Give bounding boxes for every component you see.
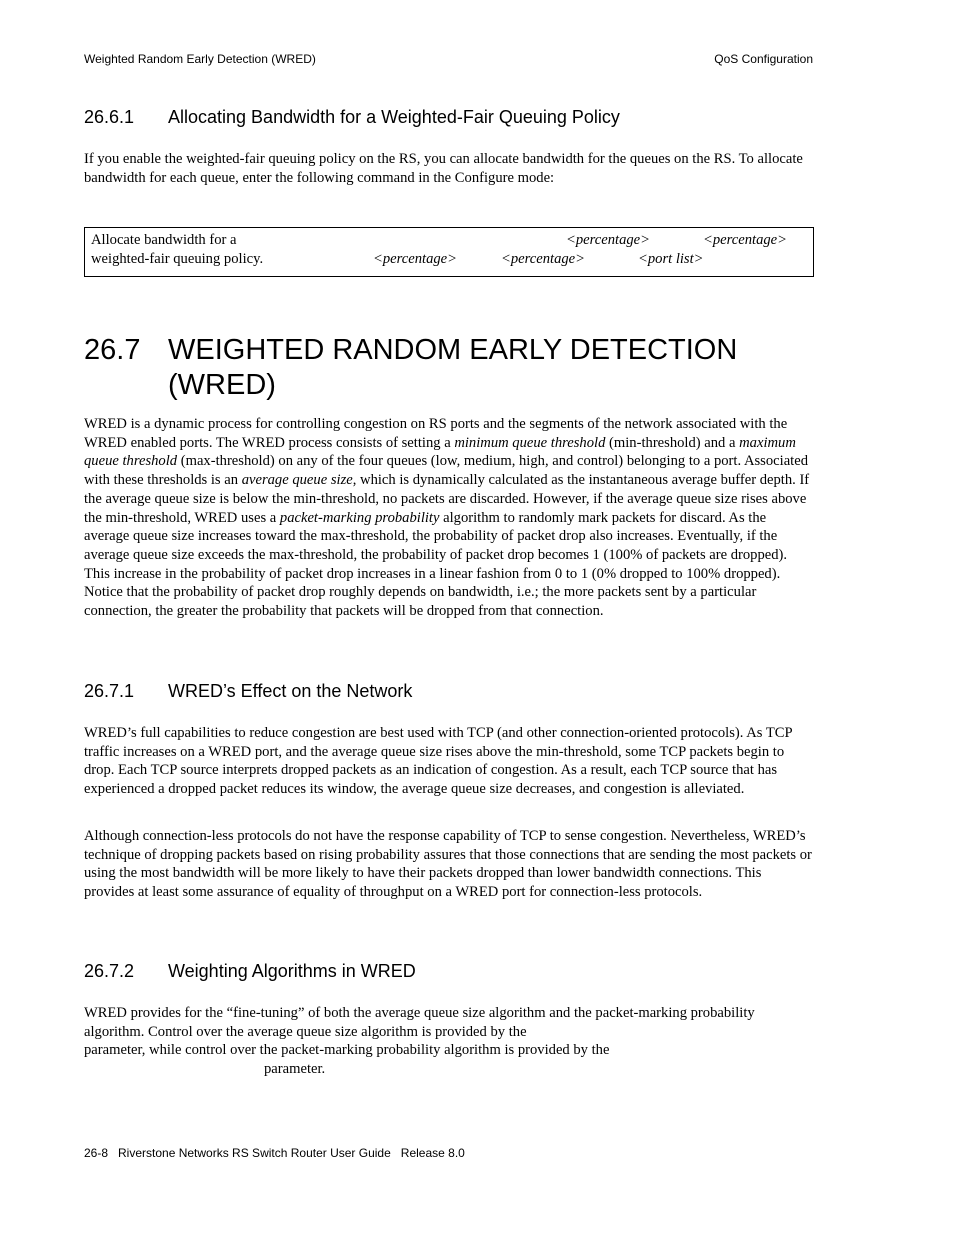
command-arg: <percentage> <box>501 251 585 267</box>
text-run: (max-threshold) on any of the four queues (low, medium, high, and control) belonging to a port. Associated with these thresholds is an <box>84 453 808 489</box>
command-arg: <percentage> <box>373 251 457 267</box>
command-description-line1: Allocate bandwidth for a <box>91 232 237 248</box>
chapter-section-heading-26-7 <box>84 333 737 403</box>
emphasis: average queue size <box>241 472 353 489</box>
paragraph-allocate-bandwidth: If you enable the weighted-fair queuing policy on the RS, you can allocate bandwidth for the queues on the RS. To allocate bandwidth for each queue, enter the following command in the Configure mode: <box>84 151 803 186</box>
section-number: 26.7.2 <box>84 961 135 981</box>
text-line: parameter, while control over the packet-marking probability algorithm is provided by the <box>84 1042 610 1059</box>
section-title-line1: WEIGHTED RANDOM EARLY DETECTION <box>168 334 738 366</box>
text-run: (min-threshold) and a <box>605 434 740 451</box>
running-header-left: Weighted Random Early Detection (WRED) <box>84 52 316 66</box>
command-arg: <percentage> <box>566 232 650 248</box>
section-title: Allocating Bandwidth for a Weighted-Fair Queuing Policy <box>168 107 620 127</box>
paragraph-wred-effect-tcp: WRED’s full capabilities to reduce congestion are best used with TCP (and other connection-oriented protocols). As TCP traffic increases on a WRED port, and the average queue size rises above the min-threshold, some TCP packets begin to drop. Each TCP source interprets dropped packets as an indication of congestion. As a result, each TCP source that has experienced a dropped packet reduces its window, the average queue size decreases, and congestion is alleviated. <box>84 725 793 798</box>
text-run: , which is dynamically calculated as the instantaneous average buffer depth. If the average queue size is below the min-threshold, no packets are discarded. However, if the average queue size rises above the min-threshold, WRED uses a <box>84 472 810 526</box>
page-footer: 26-8 Riverstone Networks RS Switch Router User Guide Release 8.0 <box>84 1146 465 1160</box>
section-number: 26.7.1 <box>84 681 135 701</box>
text-line: parameter. <box>264 1061 326 1078</box>
section-number: 26.6.1 <box>84 107 135 127</box>
command-arg: <port list> <box>638 251 704 267</box>
section-heading-26-6-1 <box>84 107 620 128</box>
command-arg: <percentage> <box>703 232 787 248</box>
emphasis: maximum queue threshold <box>84 434 796 470</box>
section-heading-26-7-2 <box>84 961 416 982</box>
text-run: algorithm to randomly mark packets for discard. As the average queue size increases toward the max-threshold, the probability of packet drop also increases. Eventually, if the average queue size exceeds the max-threshold, the probability of packet drop becomes 1 (100% of packets are dropped). This increase in the probability of packet drop increases in a linear fashion from 0 to 1 (0% dropped to 100% dropped). Notice that the probability of packet drop roughly depends on bandwidth, i.e.; the more packets sent by a particular connection, the greater the probability that packets will be dropped from that connection. <box>84 509 788 620</box>
paragraph-weighting-algorithms <box>84 1004 814 1079</box>
command-table <box>84 227 814 277</box>
section-number: 26.7 <box>84 334 141 366</box>
running-header-right: QoS Configuration <box>714 52 813 66</box>
section-heading-26-7-1 <box>84 681 412 702</box>
section-title: WRED’s Effect on the Network <box>168 681 413 701</box>
text-line: algorithm. Control over the average queue size algorithm is provided by the <box>84 1023 527 1040</box>
text-line: WRED provides for the “fine-tuning” of both the average queue size algorithm and the packet-marking probability <box>84 1005 755 1021</box>
section-title: Weighting Algorithms in WRED <box>168 961 416 981</box>
emphasis: packet-marking probability <box>279 509 440 526</box>
command-description-line2: weighted-fair queuing policy. <box>91 251 264 267</box>
paragraph-wred-effect-connectionless: Although connection-less protocols do not have the response capability of TCP to sense congestion. Nevertheless, WRED’s technique of dropping packets based on rising probability assures that those connections that are sending the most packets or using the most bandwidth will be more likely to have their packets dropped than lower bandwidth connections. This provides at least some assurance of equality of throughput on a WRED port for connection-less protocols. <box>84 828 812 901</box>
paragraph-wred-intro <box>84 415 814 621</box>
section-title-line2: (WRED) <box>168 369 276 401</box>
text-run: WRED is a dynamic process for controlling congestion on RS ports and the segments of the network associated with the WRED enabled ports. The WRED process consists of setting a <box>84 416 788 451</box>
emphasis: minimum queue threshold <box>454 434 606 451</box>
